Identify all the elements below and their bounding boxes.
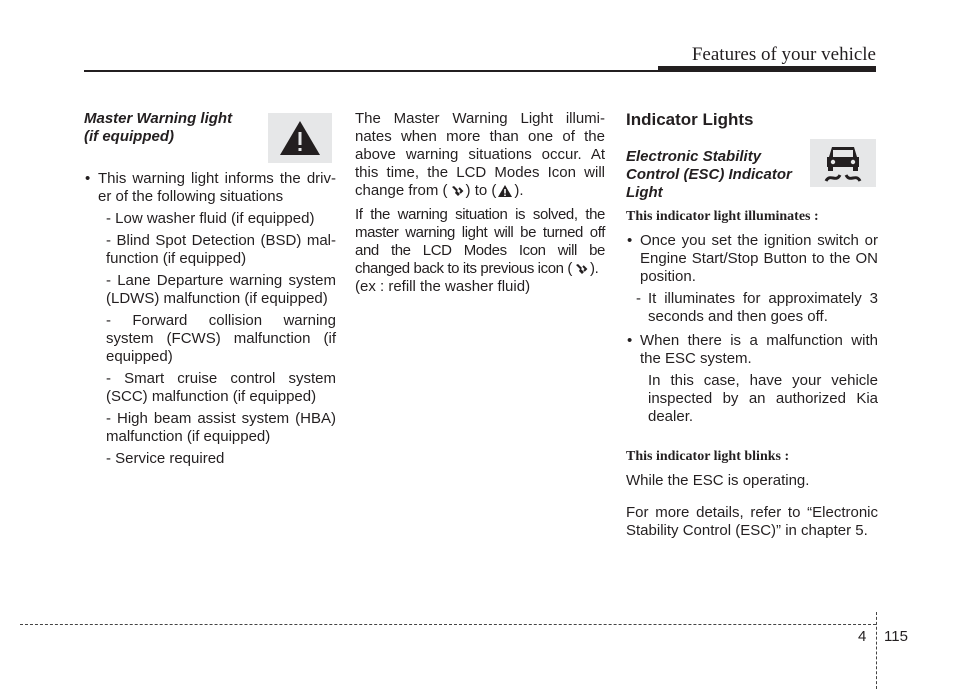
footer-rule [20,624,876,625]
list-item: - Service required [106,450,225,467]
header-rule [84,70,658,72]
page-number: 115 [884,628,908,645]
chapter-number: 4 [858,628,867,645]
example-note: (ex : refill the washer fluid) [355,278,531,295]
wrench-icon [574,263,588,275]
bullet-intro: • This warning light informs the driv-er of the following situations [84,170,336,206]
bullet-item: • When there is a malfunction with the ESC system. [626,332,878,368]
heading-line: Master Warning light [84,110,233,127]
description-paragraph [355,206,605,278]
text-span: The Master Warning Light illumi-nates when more than one of the above warning situations occur. At this time, the LCD Modes Icon will change from ( [355,110,605,199]
list-item: - Low washer fluid (if equipped) [106,210,315,227]
heading-line: Electronic Stability [626,148,762,165]
text-span: ) to ( [465,182,497,199]
dash-mark: - [636,290,641,307]
situation-list [84,210,336,468]
footer-divider [876,612,877,689]
list-item: - Smart cruise control system (SCC) malfunction (if equipped) [106,370,336,405]
heading-line: Control (ESC) Indicator [626,166,792,183]
text-span: It illuminates for approximately 3 seconds and then goes off. [648,290,878,325]
master-warning-description [355,110,605,296]
sub-item [626,290,878,326]
more-details-text: For more details, refer to “Electronic Stability Control (ESC)” in chapter 5. [626,504,878,539]
text-span: ). [589,260,599,277]
text-span: If the warning situation is solved, the master warning light will be turned off and the LCD Modes Icon will be changed back to its previous icon ( [355,206,605,277]
master-warning-icon [268,113,332,163]
description-paragraph [355,110,605,200]
heading-line: (if equipped) [84,128,174,145]
blinks-text: While the ESC is operating. [626,472,810,489]
list-item: - Lane Departure warning system (LDWS) malfunction (if equipped) [106,272,336,307]
list-item: - Forward collision warning system (FCWS) malfunction (if equipped) [106,312,336,365]
heading-line: Light [626,184,663,201]
master-warning-section [84,110,336,468]
list-item: - High beam assist system (HBA) malfunction (if equipped) [106,410,336,445]
sub-item: In this case, have your vehicle inspected by an authorized Kia dealer. [648,372,878,425]
wrench-icon [450,185,464,197]
warning-triangle-icon [498,185,512,197]
header-rule-thick [658,66,876,72]
list-item: - Blind Spot Detection (BSD) mal-function (if equipped) [106,232,336,267]
section-title: Indicator Lights [626,110,754,129]
page-header-title: Features of your vehicle [691,44,876,65]
esc-indicator-icon [810,139,876,187]
text-span: ). [514,182,524,199]
illuminates-label: This indicator light illuminates : [626,209,819,224]
blinks-label: This indicator light blinks : [626,449,790,464]
bullet-item: • Once you set the ignition switch or Engine Start/Stop Button to the ON position. [626,232,878,286]
